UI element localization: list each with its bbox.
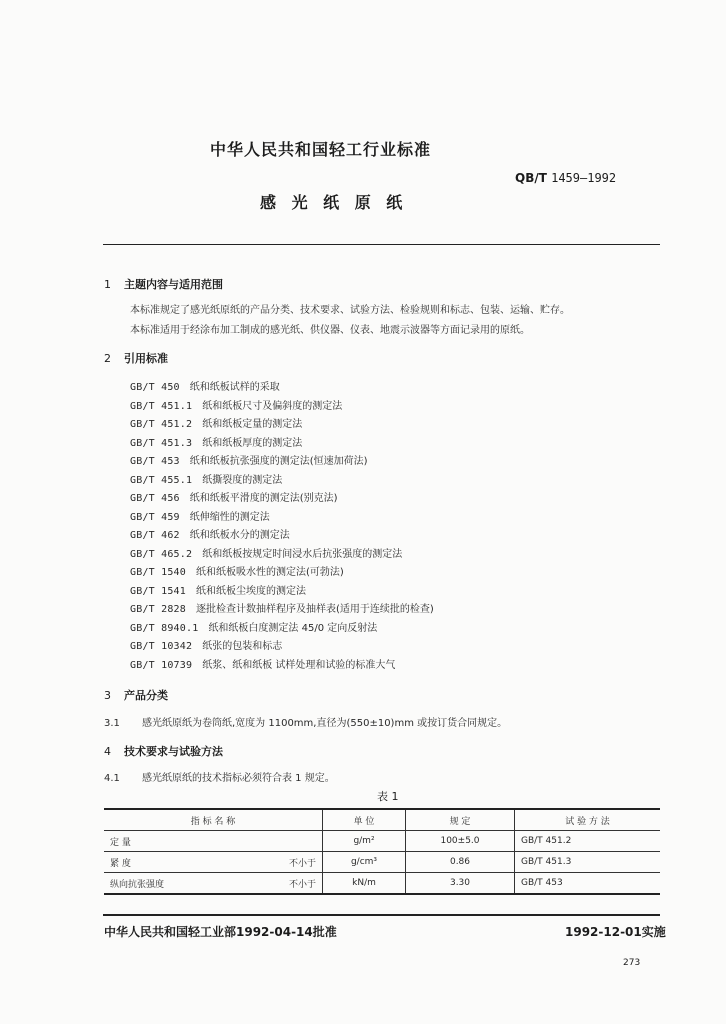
reference-title: 纸和纸板按规定时间浸水后抗张强度的测定法	[202, 548, 403, 560]
section-1-paragraph-2: 本标准适用于经涂布加工制成的感光纸、供仪器、仪表、地震示波器等方面记录用的原纸。	[130, 325, 530, 336]
table-row	[104, 831, 660, 852]
indicator-name: 定 量	[110, 837, 131, 848]
reference-item	[130, 582, 306, 597]
page-number: 273	[623, 958, 641, 968]
reference-title: 纸浆、纸和纸板 试样处理和试验的标准大气	[202, 659, 396, 671]
header-unit: 单 位	[323, 809, 406, 831]
section-4-title: 技术要求与试验方法	[124, 745, 223, 758]
standard-code	[515, 171, 616, 185]
clause-4-1	[104, 769, 335, 784]
reference-item	[130, 545, 402, 560]
indicator-name: 纵向抗张强度	[110, 879, 165, 890]
approval-statement: 中华人民共和国轻工业部1992-04-14批准	[104, 925, 337, 939]
reference-title: 纸和纸板试样的采取	[189, 382, 280, 393]
reference-title: 纸和纸板抗张强度的测定法(恒速加荷法)	[189, 456, 368, 467]
clause-4-1-text: 感光纸原纸的技术指标必须符合表 1 规定。	[142, 773, 335, 784]
reference-item	[130, 619, 377, 634]
reference-item	[130, 563, 344, 578]
section-4-heading	[104, 743, 223, 759]
reference-title: 纸和纸板厚度的测定法	[202, 437, 303, 449]
reference-item	[130, 637, 282, 652]
spec-cell: 3.30	[406, 873, 515, 895]
header-divider	[103, 244, 660, 245]
reference-item	[130, 378, 280, 393]
reference-code: GB/T 451.2	[130, 419, 193, 430]
section-1-number: 1	[104, 278, 111, 291]
reference-title: 纸和纸板水分的测定法	[189, 530, 290, 541]
reference-item	[130, 600, 434, 615]
table-1	[104, 808, 660, 895]
reference-title: 逐批检查计数抽样程序及抽样表(适用于连续批的检查)	[196, 604, 434, 615]
reference-code: GB/T 455.1	[130, 474, 193, 486]
reference-code: GB/T 459	[130, 511, 180, 523]
clause-3-1-text: 感光纸原纸为卷筒纸,宽度为 1100mm,直径为(550±10)mm 或按订货合同规定。	[142, 718, 508, 729]
reference-code: GB/T 453	[130, 456, 180, 467]
section-2-title: 引用标准	[124, 352, 168, 365]
reference-code: GB/T 2828	[130, 604, 186, 615]
reference-item	[130, 508, 270, 523]
reference-code: GB/T 1541	[130, 585, 186, 597]
reference-code: GB/T 10342	[130, 641, 193, 652]
reference-code: GB/T 456	[130, 493, 180, 504]
indicator-cell	[104, 852, 323, 873]
reference-title: 纸和纸板尺寸及偏斜度的测定法	[202, 400, 343, 412]
unit-cell: kN/m	[323, 873, 406, 895]
indicator-cell	[104, 873, 323, 895]
section-2-number: 2	[104, 352, 111, 365]
unit-cell: g/m²	[323, 831, 406, 852]
reference-code: GB/T 462	[130, 530, 180, 541]
table-header-row	[104, 809, 660, 831]
clause-3-1	[104, 714, 507, 729]
reference-code: GB/T 451.1	[130, 400, 193, 412]
reference-title: 纸和纸板定量的测定法	[202, 419, 303, 430]
clause-3-1-number: 3.1	[104, 718, 120, 729]
indicator-qualifier: 不小于	[288, 879, 316, 890]
reference-title: 纸和纸板平滑度的测定法(别克法)	[189, 493, 338, 504]
table-1-caption: 表 1	[377, 790, 399, 803]
header-test-method: 试 验 方 法	[515, 809, 661, 831]
reference-title: 纸撕裂度的测定法	[202, 474, 283, 486]
header-specification: 规 定	[406, 809, 515, 831]
document-title: 感 光 纸 原 纸	[260, 193, 408, 212]
section-1-paragraph-1: 本标准规定了感光纸原纸的产品分类、技术要求、试验方法、检验规则和标志、包装、运输、贮存。	[130, 305, 570, 316]
table-row	[104, 873, 660, 895]
reference-item	[130, 489, 338, 504]
reference-item	[130, 415, 302, 430]
indicator-name: 紧 度	[110, 858, 131, 869]
unit-cell: g/cm³	[323, 852, 406, 873]
table-row	[104, 852, 660, 873]
section-3-number: 3	[104, 689, 111, 702]
standard-code-prefix: QB/T	[515, 171, 547, 185]
reference-code: GB/T 465.2	[130, 548, 193, 560]
reference-title: 纸和纸板尘埃度的测定法	[196, 585, 306, 597]
method-cell: GB/T 451.2	[515, 831, 661, 852]
reference-item	[130, 471, 282, 486]
section-4-number: 4	[104, 745, 111, 758]
reference-code: GB/T 450	[130, 382, 180, 393]
method-cell: GB/T 451.3	[515, 852, 661, 873]
reference-title: 纸和纸板吸水性的测定法(可勃法)	[196, 567, 344, 578]
reference-code: GB/T 10739	[130, 659, 193, 671]
section-3-heading	[104, 687, 168, 703]
reference-item	[130, 397, 342, 412]
implementation-date: 1992-12-01实施	[565, 925, 666, 939]
spec-cell: 100±5.0	[406, 831, 515, 852]
reference-code: GB/T 451.3	[130, 437, 193, 449]
reference-title: 纸和纸板白度测定法 45/0 定向反射法	[208, 622, 378, 634]
footer-divider	[103, 914, 660, 916]
method-cell: GB/T 453	[515, 873, 661, 895]
clause-4-1-number: 4.1	[104, 773, 120, 784]
section-1-heading	[104, 276, 223, 292]
indicator-qualifier: 不小于	[288, 858, 316, 869]
indicator-cell	[104, 831, 323, 852]
header-indicator-name: 指 标 名 称	[104, 809, 323, 831]
reference-item	[130, 452, 368, 467]
reference-title: 纸张的包装和标志	[202, 641, 283, 652]
section-1-title: 主题内容与适用范围	[124, 278, 223, 291]
section-2-heading	[104, 350, 168, 366]
reference-item	[130, 434, 302, 449]
section-3-title: 产品分类	[124, 689, 168, 702]
issuing-organization: 中华人民共和国轻工行业标准	[210, 140, 432, 159]
reference-title: 纸伸缩性的测定法	[189, 511, 270, 523]
spec-cell: 0.86	[406, 852, 515, 873]
reference-code: GB/T 8940.1	[130, 622, 199, 634]
reference-item	[130, 526, 290, 541]
reference-item	[130, 656, 395, 671]
standard-code-number: 1459—1992	[551, 171, 617, 185]
reference-code: GB/T 1540	[130, 567, 186, 578]
